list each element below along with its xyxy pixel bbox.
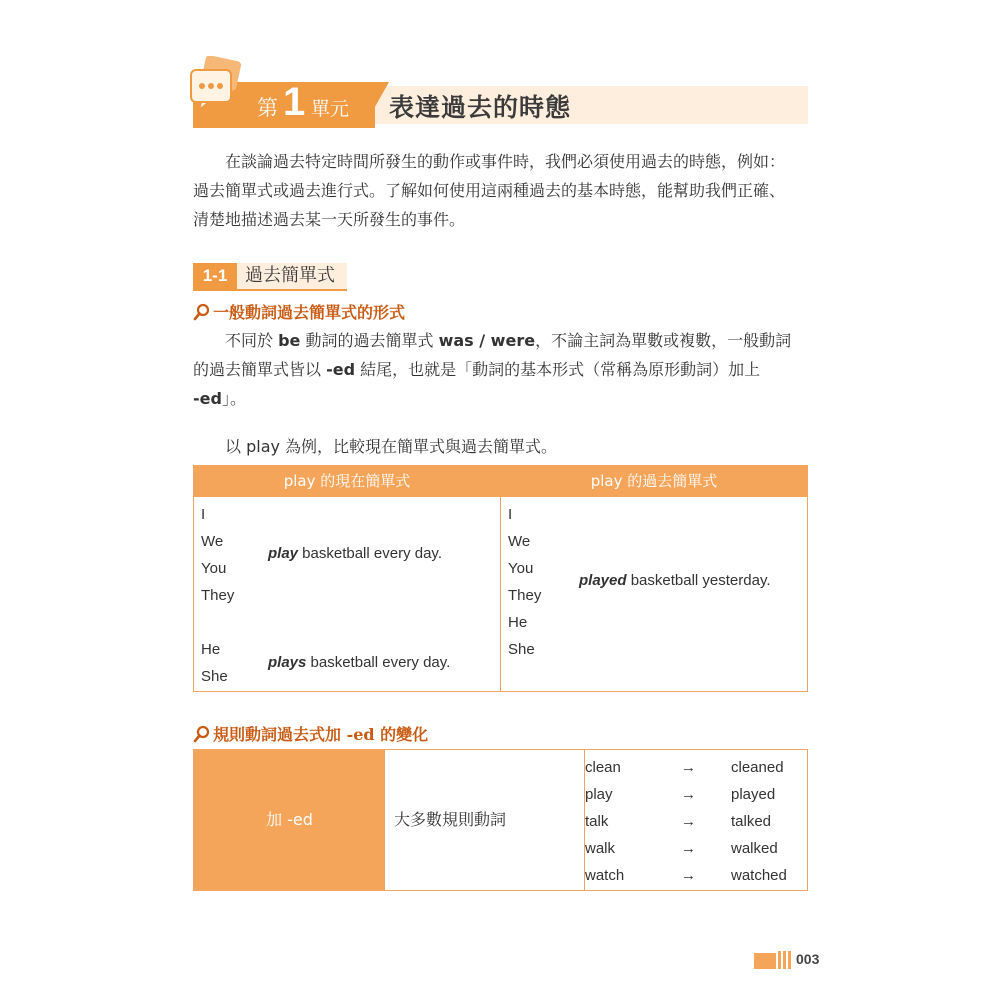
present-sentence: [268, 545, 442, 562]
paragraph-line: [193, 384, 809, 413]
example-intro: 以 play 為例，比較現在簡單式與過去簡單式。: [225, 437, 558, 456]
ed-rule-table: [193, 749, 808, 891]
column-divider: [500, 466, 501, 691]
chat-bubble-icon: [185, 56, 247, 112]
base-verb: talk: [585, 813, 609, 830]
form-paragraph: [193, 326, 809, 413]
section-underline: [193, 289, 347, 291]
past-verb: watched: [731, 867, 787, 884]
subheading-ed-rules: [193, 722, 428, 745]
subject: You: [508, 560, 534, 577]
unit-number: 1: [283, 80, 306, 124]
section-title: 過去簡單式: [237, 263, 347, 289]
text: 不同於: [225, 331, 279, 350]
subject: He: [201, 641, 221, 658]
subject: She: [201, 668, 228, 685]
present-sentence-third-person: [268, 654, 450, 671]
verb-pair-row: [585, 781, 807, 808]
text-bold: -ed: [326, 360, 356, 379]
past-verb: cleaned: [731, 759, 784, 776]
arrow-icon: →: [681, 867, 696, 884]
unit-suffix: 單元: [311, 98, 350, 120]
past-simple-header: play 的過去簡單式: [501, 466, 807, 497]
base-verb: walk: [585, 840, 616, 857]
sentence-rest: basketball every day.: [306, 654, 451, 671]
magnifier-icon: [193, 303, 211, 321]
arrow-icon: →: [681, 786, 696, 803]
intro-line: 過去簡單式或過去進行式。了解如何使用這兩種過去的基本時態，能幫助我們正確、: [193, 181, 786, 200]
verb-pair-row: [585, 754, 807, 781]
arrow-icon: →: [681, 840, 696, 857]
page-number: 003: [796, 951, 820, 967]
subject: He: [508, 614, 528, 631]
base-verb: clean: [585, 759, 621, 776]
verb: played: [579, 572, 627, 589]
text-bold: was / were: [438, 331, 536, 350]
subject: She: [508, 641, 535, 658]
unit-header: [193, 82, 808, 128]
unit-title: 表達過去的時態: [389, 93, 572, 122]
tense-comparison-table: [193, 465, 808, 692]
subheading-text: 一般動詞過去簡單式的形式: [213, 303, 406, 322]
section-number-tag: 1-1: [193, 263, 237, 289]
arrow-icon: →: [681, 759, 696, 776]
sentence-rest: basketball every day.: [298, 545, 442, 562]
verb-pair-row: [585, 862, 807, 889]
past-sentence: [579, 572, 771, 589]
text: 結尾，也就是「動詞的基本形式（常稱為原形動詞）加上: [355, 360, 761, 379]
present-simple-header: play 的現在簡單式: [194, 466, 500, 497]
subheading-form: [193, 300, 405, 323]
past-verb: played: [731, 786, 776, 803]
unit-prefix: 第: [257, 96, 278, 120]
subject: They: [201, 587, 235, 604]
paragraph-line: [193, 326, 809, 355]
paragraph-line: [193, 355, 809, 384]
base-verb: watch: [585, 867, 625, 884]
unit-band-notch: [363, 82, 389, 128]
verb: play: [268, 545, 299, 562]
verb-pair-row: [585, 835, 807, 862]
text: ，不論主詞為單數或複數，一般動詞: [535, 331, 792, 350]
book-pages-icon: [754, 951, 792, 969]
text-bold: be: [278, 331, 301, 350]
subheading-text: 規則動詞過去式加 -ed 的變化: [213, 725, 429, 744]
arrow-icon: →: [681, 813, 696, 830]
base-verb: play: [585, 786, 613, 803]
intro-line: 在談論過去特定時間所發生的動作或事件時，我們必須使用過去的時態，例如：: [225, 152, 786, 171]
verb-pair-row: [585, 808, 807, 835]
subject: We: [201, 533, 224, 550]
subject: We: [508, 533, 531, 550]
text-bold: -ed: [193, 389, 222, 408]
subject: They: [508, 587, 542, 604]
intro-paragraph: [193, 147, 809, 234]
intro-line: 清楚地描述過去某一天所發生的事件。: [193, 210, 466, 229]
text: 」。: [221, 389, 246, 408]
text: 動詞的過去簡單式: [300, 331, 439, 350]
subject: You: [201, 560, 227, 577]
past-verb: walked: [731, 840, 778, 857]
past-verb: talked: [731, 813, 772, 830]
subject: I: [201, 506, 206, 523]
verb: plays: [268, 654, 307, 671]
text: 的過去簡單式皆以: [193, 360, 327, 379]
magnifier-icon: [193, 725, 211, 743]
subject: I: [508, 506, 513, 523]
sentence-rest: basketball yesterday.: [626, 572, 771, 589]
rule-description: 大多數規則動詞: [385, 750, 585, 890]
rule-cell: 加 -ed: [194, 750, 385, 890]
